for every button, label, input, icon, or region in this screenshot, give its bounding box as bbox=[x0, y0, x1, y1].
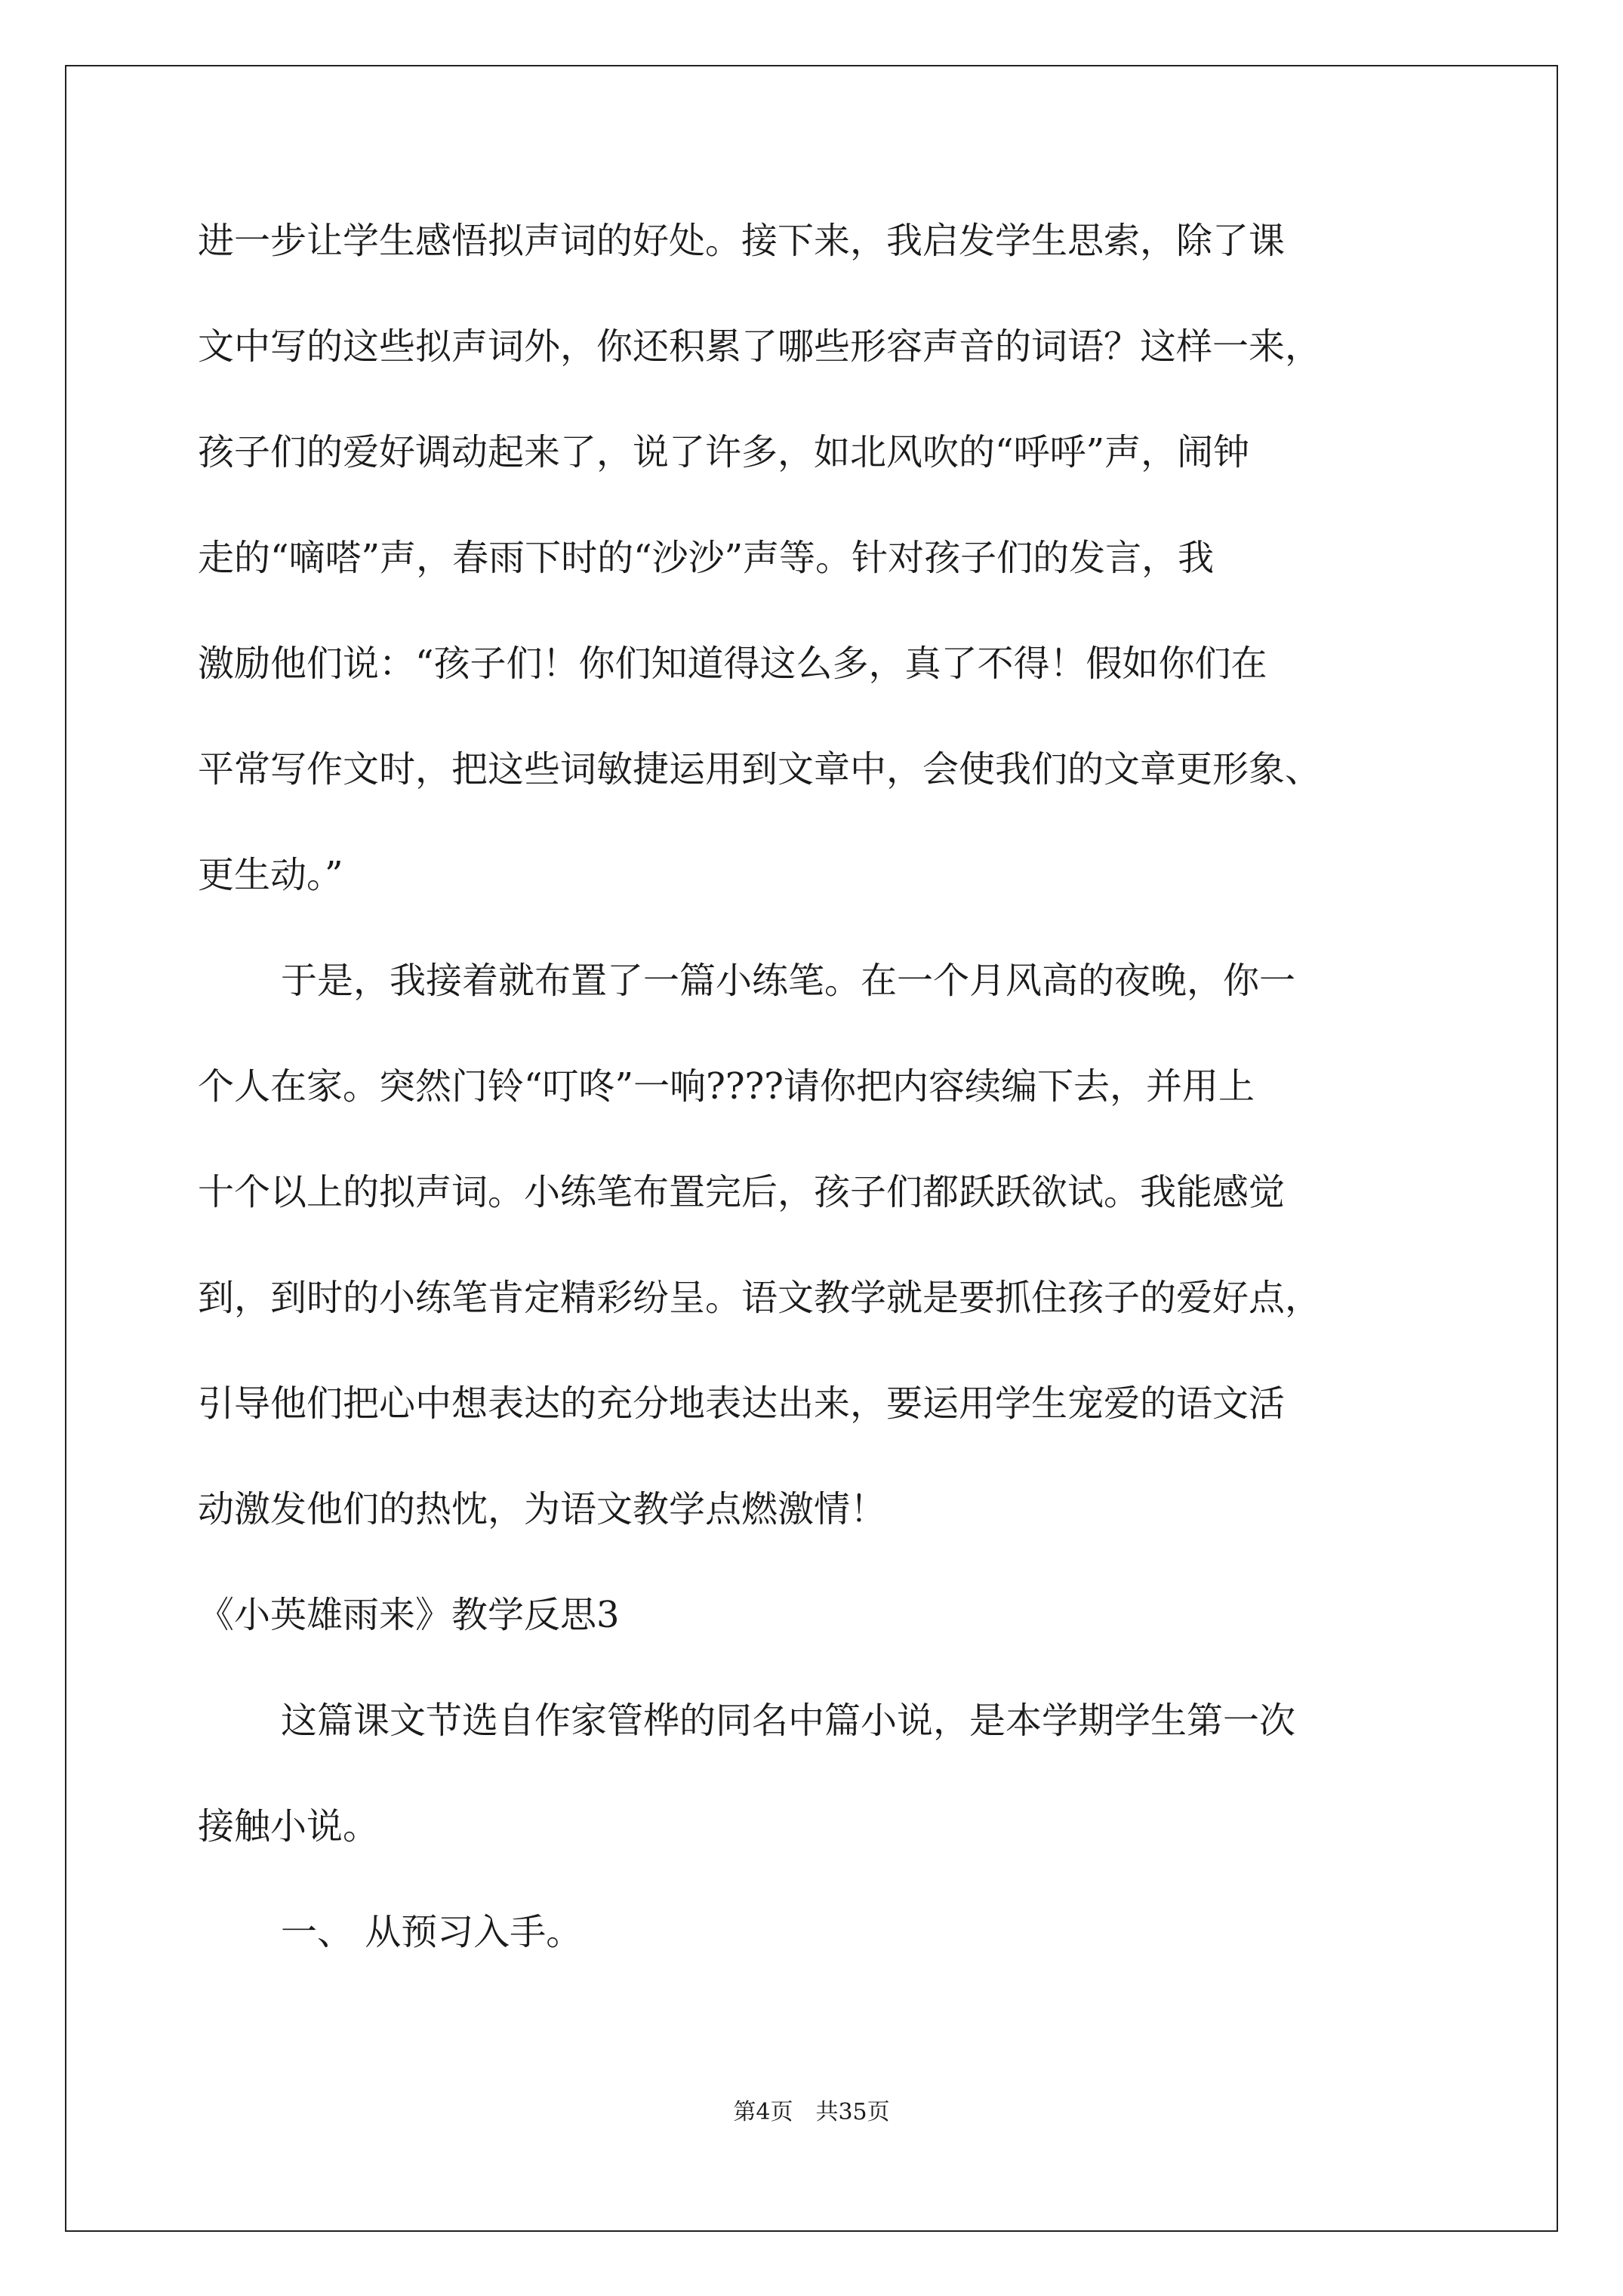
paragraph-line: 于是，我接着就布置了一篇小练笔。在一个月风高的夜晚，你一 bbox=[281, 960, 1296, 1002]
paragraph-line: 这篇课文节选自作家管桦的同名中篇小说，是本学期学生第一次 bbox=[281, 1700, 1296, 1742]
paragraph-line: 接触小说。 bbox=[198, 1805, 380, 1848]
paragraph-line: 平常写作文时，把这些词敏捷运用到文章中，会使我们的文章更形象、 bbox=[198, 748, 1322, 791]
paragraph-line: 到，到时的小练笔肯定精彩纷呈。语文教学就是要抓住孩子的爱好点， bbox=[198, 1277, 1322, 1319]
paragraph-line: 十个以上的拟声词。小练笔布置完后，孩子们都跃跃欲试。我能感觉 bbox=[198, 1171, 1286, 1213]
list-item: 一、 从预习入手。 bbox=[281, 1911, 583, 1953]
section-heading: 《小英雄雨来》教学反思3 bbox=[198, 1594, 620, 1636]
paragraph-line: 个人在家。突然门铃“叮咚”一响????请你把内容续编下去，并用上 bbox=[198, 1065, 1255, 1108]
paragraph-line: 孩子们的爱好调动起来了，说了许多，如北风吹的“呼呼”声，闹钟 bbox=[198, 431, 1250, 473]
page-number-footer: 第4页 共35页 bbox=[733, 2099, 890, 2125]
paragraph-line: 更生动。” bbox=[198, 854, 343, 896]
paragraph-line: 文中写的这些拟声词外，你还积累了哪些形容声音的词语？这样一来， bbox=[198, 325, 1322, 368]
paragraph-line: 进一步让学生感悟拟声词的好处。接下来，我启发学生思索，除了课 bbox=[198, 220, 1286, 262]
paragraph-line: 引导他们把心中想表达的充分地表达出来，要运用学生宠爱的语文活 bbox=[198, 1382, 1286, 1425]
paragraph-line: 激励他们说：“孩子们！你们知道得这么多，真了不得！假如你们在 bbox=[198, 643, 1267, 685]
paragraph-line: 动激发他们的热忱，为语文教学点燃激情！ bbox=[198, 1488, 887, 1530]
paragraph-line: 走的“嘀嗒”声，春雨下时的“沙沙”声等。针对孩子们的发言，我 bbox=[198, 537, 1215, 579]
